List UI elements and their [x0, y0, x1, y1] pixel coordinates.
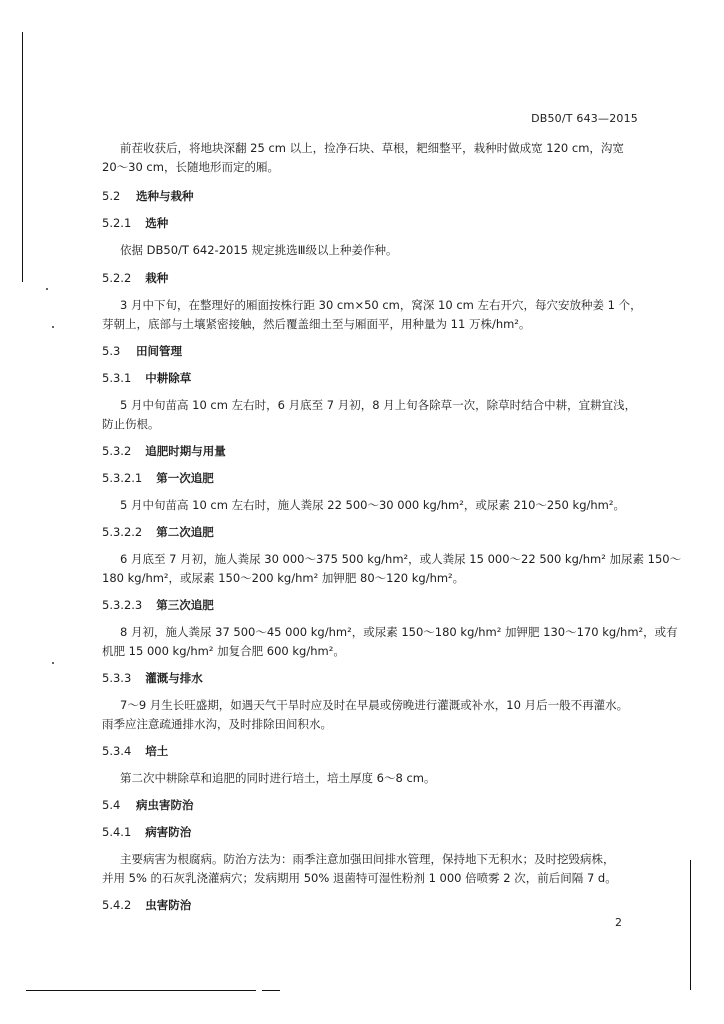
section-title: 选种与栽种: [136, 189, 194, 203]
scan-speck: [46, 288, 48, 290]
section-title: 虫害防治: [145, 898, 192, 912]
section-number: 5.3.2: [102, 444, 132, 458]
paragraph-line: 5 月中旬苗高 10 cm 左右时，施人粪尿 22 500～30 000 kg/hm²，或尿素 210～250 kg/hm²。: [120, 498, 625, 512]
paragraph-line: 6 月底至 7 月初，施人粪尿 30 000～375 500 kg/hm²，或人粪尿 15 000～22 500 kg/hm² 加尿素 150～: [120, 552, 682, 566]
section-heading: [102, 824, 191, 840]
section-title: 病虫害防治: [136, 798, 194, 812]
section-title: 第三次追肥: [156, 598, 214, 612]
section-heading: [102, 343, 182, 359]
paragraph-line: 并用 5% 的石灰乳浇灌病穴；发病期用 50% 退菌特可湿性粉剂 1 000 倍喷雾 2 次，前后间隔 7 d。: [102, 871, 617, 885]
scan-margin-line-left: [22, 32, 23, 282]
section-title: 田间管理: [136, 344, 182, 358]
section-number: 5.3.3: [102, 671, 132, 685]
paragraph-line: 机肥 15 000 kg/hm² 加复合肥 600 kg/hm²。: [102, 644, 345, 658]
section-heading: [102, 670, 203, 686]
paragraph-line: 前茬收获后，将地块深翻 25 cm 以上，捡净石块、草根，耙细整平，栽种时做成宽 120 cm，沟宽: [120, 141, 624, 155]
section-title: 灌溉与排水: [145, 671, 203, 685]
section-heading: [102, 215, 168, 231]
section-number: 5.3.2.3: [102, 598, 143, 612]
section-heading: [102, 470, 214, 486]
paragraph-line: 5 月中旬苗高 10 cm 左右时，6 月底至 7 月初，8 月上旬各除草一次，除草时结合中耕，宜耕宜浅，: [120, 398, 637, 412]
scan-bottom-rule-short: [262, 990, 280, 991]
section-number: 5.3.4: [102, 744, 132, 758]
section-number: 5.4.1: [102, 825, 132, 839]
paragraph-line: 180 kg/hm²，或尿素 150～200 kg/hm² 加钾肥 80～120 kg/hm²。: [102, 571, 465, 585]
section-heading: [102, 597, 214, 613]
section-heading: [102, 897, 191, 913]
section-number: 5.3.1: [102, 371, 132, 385]
paragraph-line: 防止伤根。: [102, 417, 160, 431]
section-title: 培土: [145, 744, 169, 758]
section-title: 追肥时期与用量: [145, 444, 226, 458]
paragraph-line: 3 月中下旬，在整理好的厢面按株行距 30 cm×50 cm，窝深 10 cm 左右开穴，每穴安放种姜 1 个，: [120, 298, 642, 312]
section-title: 中耕除草: [145, 371, 192, 385]
paragraph-line: 依据 DB50/T 642-2015 规定挑选Ⅲ级以上种姜作种。: [120, 243, 398, 257]
scan-speck: [52, 326, 54, 328]
document-code: DB50/T 643—2015: [531, 112, 638, 125]
section-number: 5.3.2.2: [102, 525, 143, 539]
scan-margin-line-right: [690, 860, 691, 990]
section-title: 选种: [145, 216, 169, 230]
section-number: 5.3: [102, 344, 121, 358]
scan-bottom-rule: [26, 990, 256, 991]
section-heading: [102, 524, 214, 540]
section-heading: [102, 443, 226, 459]
section-title: 病害防治: [145, 825, 192, 839]
paragraph-line: 8 月初，施人粪尿 37 500～45 000 kg/hm²，或尿素 150～180 kg/hm² 加钾肥 130～170 kg/hm²，或有: [120, 625, 678, 639]
paragraph-line: 芽朝上，底部与土壤紧密接触，然后覆盖细土至与厢面平，用种量为 11 万株/hm²。: [102, 317, 531, 331]
paragraph-line: 第二次中耕除草和追肥的同时进行培土，培土厚度 6～8 cm。: [120, 771, 436, 785]
section-heading: [102, 370, 191, 386]
section-heading: [102, 797, 194, 813]
paragraph-line: 雨季应注意疏通排水沟，及时排除田间积水。: [102, 717, 332, 731]
section-heading: [102, 743, 168, 759]
section-title: 栽种: [145, 271, 169, 285]
scan-speck: [52, 662, 54, 664]
section-number: 5.2.1: [102, 216, 132, 230]
section-number: 5.4: [102, 798, 121, 812]
paragraph-line: 主要病害为根腐病。防治方法为：雨季注意加强田间排水管理，保持地下无积水；及时挖毁病株，: [120, 852, 615, 866]
paragraph-line: 7～9 月生长旺盛期，如遇天气干旱时应及时在早晨或傍晚进行灌溉或补水，10 月后一般不再灌水。: [120, 698, 629, 712]
paragraph-line: 20～30 cm，长随地形而定的厢。: [102, 160, 279, 174]
section-number: 5.2.2: [102, 271, 132, 285]
section-title: 第二次追肥: [156, 525, 214, 539]
section-heading: [102, 188, 194, 204]
section-heading: [102, 270, 168, 286]
section-number: 5.4.2: [102, 898, 132, 912]
page-number: 2: [615, 916, 622, 929]
section-number: 5.2: [102, 189, 121, 203]
section-title: 第一次追肥: [156, 471, 214, 485]
section-number: 5.3.2.1: [102, 471, 143, 485]
